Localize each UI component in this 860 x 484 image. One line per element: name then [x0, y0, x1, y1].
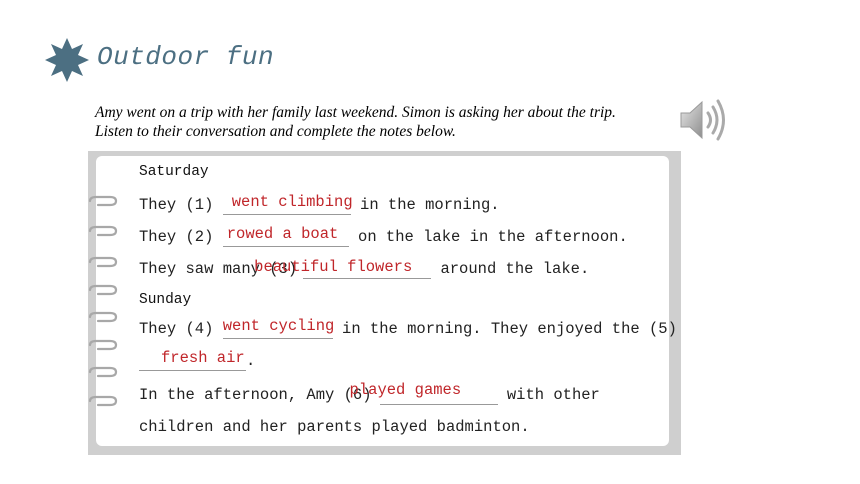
blank-5[interactable]: [139, 349, 246, 371]
answer-6: played games: [349, 381, 462, 399]
sunday-label: Sunday: [139, 292, 192, 308]
blank-3[interactable]: [254, 258, 431, 279]
note-text: They saw many (3): [139, 260, 298, 278]
note-text: In the afternoon, Amy (6): [139, 386, 372, 404]
answer-1: went climbing: [231, 193, 353, 211]
note-line-3: [139, 260, 589, 279]
note-line-6: [139, 381, 600, 405]
speaker-icon[interactable]: [676, 96, 728, 144]
instructions-line-1: Amy went on a trip with her family last weekend. Simon is asking her about the trip.: [95, 104, 616, 121]
answer-5: fresh air: [161, 349, 245, 367]
note-text: with other: [497, 386, 600, 404]
blank-1[interactable]: [223, 193, 353, 215]
answer-4: went cycling: [222, 317, 335, 335]
note-line-2: [139, 225, 628, 247]
note-text: They (1): [139, 196, 223, 214]
blank-4[interactable]: [222, 317, 335, 339]
answer-3: beautiful flowers: [254, 258, 413, 276]
note-text: They (2): [139, 228, 223, 246]
blank-6[interactable]: [349, 381, 498, 405]
answer-2: rowed a boat: [226, 225, 339, 243]
note-text: They (4): [139, 320, 223, 338]
note-text: on the lake in the afternoon.: [348, 228, 628, 246]
notebook-rings: [88, 150, 128, 450]
note-text: in the morning.: [350, 196, 500, 214]
saturday-label: Saturday: [139, 164, 209, 180]
note-line-4: [139, 317, 677, 339]
note-text: .: [246, 352, 256, 370]
note-line-5: [139, 349, 256, 371]
instructions-line-2: Listen to their conversation and complete the notes below.: [95, 123, 456, 140]
blank-2[interactable]: [223, 225, 349, 247]
note-line-1: [139, 193, 500, 215]
note-text: around the lake.: [431, 260, 590, 278]
instructions: [95, 103, 695, 141]
note-text: in the morning. They enjoyed the (5): [332, 320, 677, 338]
note-line-7: children and her parents played badminton.: [139, 418, 530, 436]
star-icon: [44, 37, 90, 83]
page-title: Outdoor fun: [97, 42, 275, 72]
